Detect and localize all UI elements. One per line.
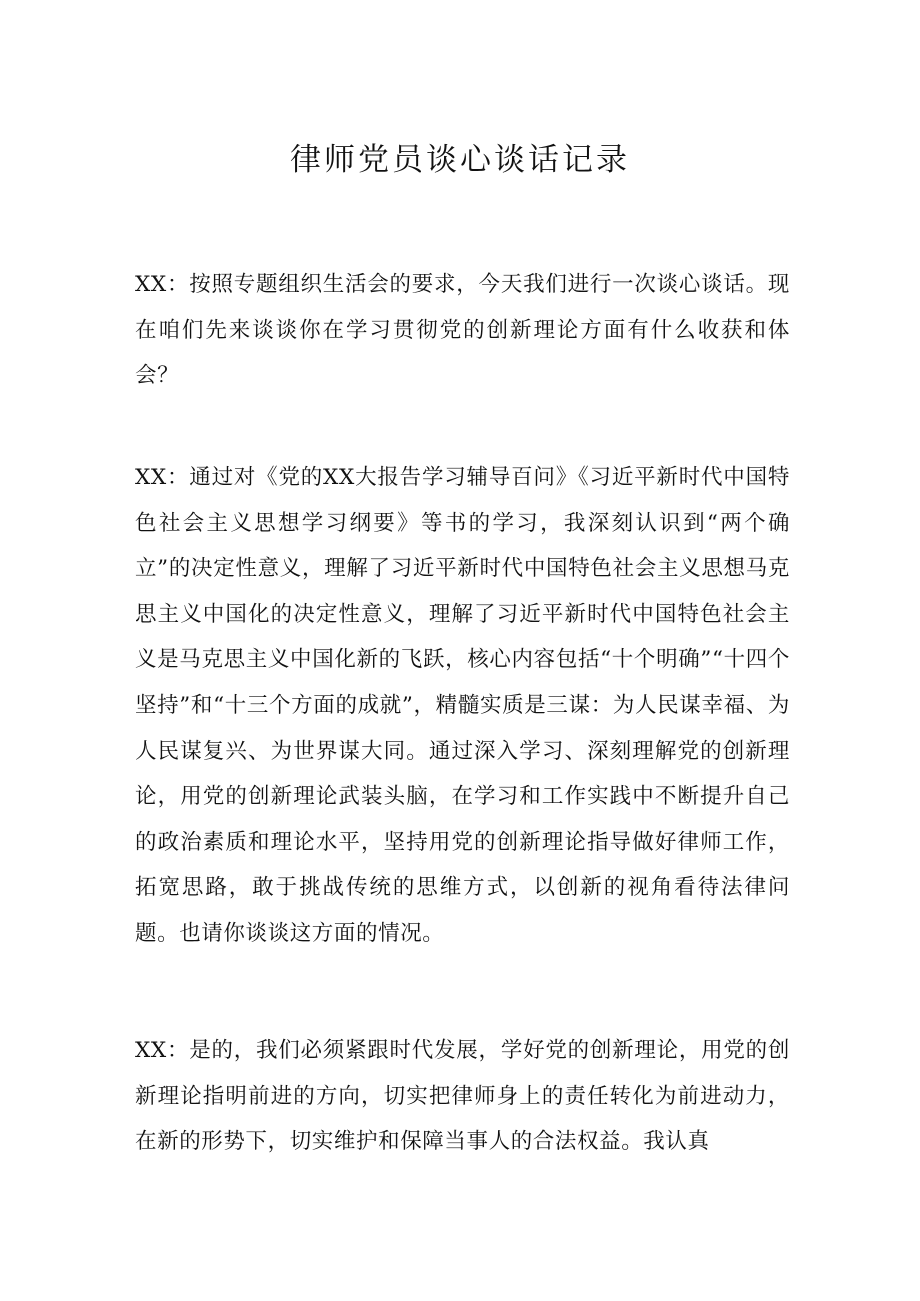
- paragraph-answer: XX：通过对《党的XX大报告学习辅导百问》《习近平新时代中国特色社会主义思想学习纲要》等书的学习，我深刻认识到“两个确立”的决定性意义，理解了习近平新时代中国特色社会主义思想马克思主义中国化的决定性意义，理解了习近平新时代中国特色社会主义是马克思主义中国化新的飞跃，核心内容包括“十个明确”“十四个坚持”和“十三个方面的成就”，精髓实质是三谋：为人民谋幸福、为人民谋复兴、为世界谋大同。通过深入学习、深刻理解党的创新理论，用党的创新理论武装头脑，在学习和工作实践中不断提升自己的政治素质和理论水平，坚持用党的创新理论指导做好律师工作，拓宽思路，敢于挑战传统的思维方式，以创新的视角看待法律问题。也请你谈谈这方面的情况。: [135, 465, 790, 946]
- paragraph-question: XX：按照专题组织生活会的要求，今天我们进行一次谈心谈话。现在咱们先来谈谈你在学习贯彻党的创新理论方面有什么收获和体会？: [135, 272, 790, 389]
- document-title: 律师党员谈心谈话记录: [290, 142, 630, 178]
- paragraph-reply: XX：是的，我们必须紧跟时代发展，学好党的创新理论，用党的创新理论指明前进的方向，切实把律师身上的责任转化为前进动力，在新的形势下，切实维护和保障当事人的合法权益。我认真: [135, 1038, 790, 1155]
